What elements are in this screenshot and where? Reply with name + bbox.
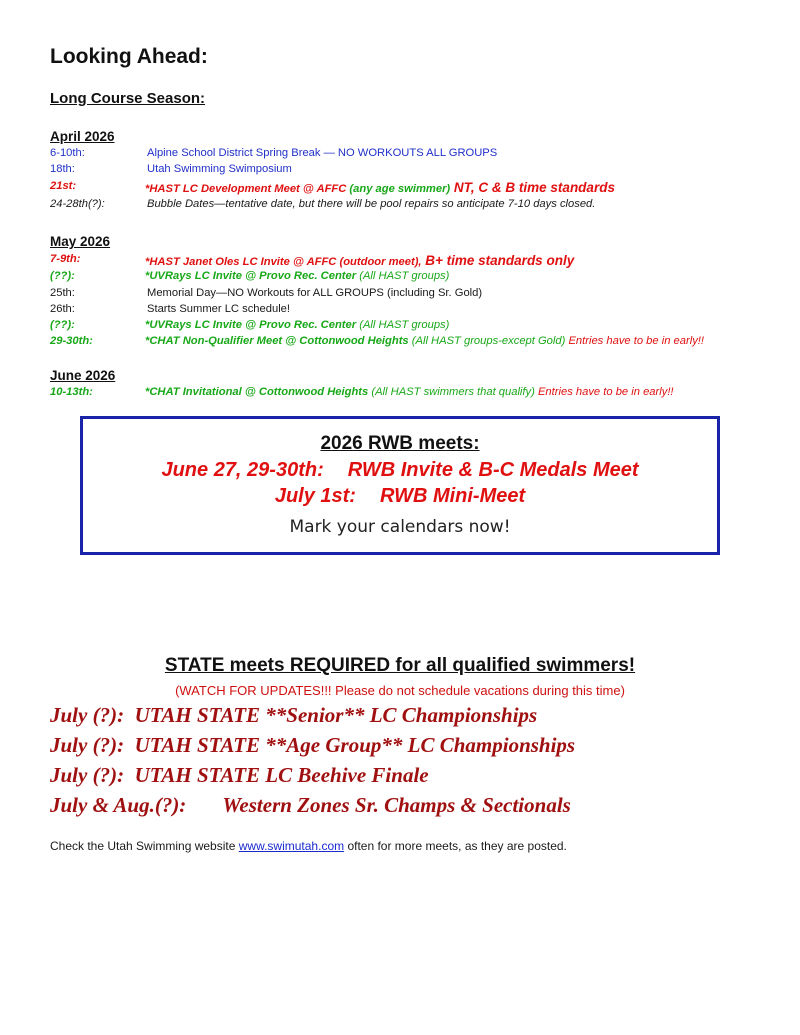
event-text-group: [145, 253, 574, 268]
rwb-line-2: [83, 485, 717, 508]
event-note: (All HAST groups): [356, 319, 450, 331]
event-warning: Entries have to be in early!!: [534, 386, 674, 398]
event-warning: Entries have to be in early!!: [565, 335, 705, 347]
event-text: *UVRays LC Invite @ Provo Rec. Center: [145, 319, 357, 331]
event-text: *HAST LC Development Meet @ AFFC: [145, 183, 347, 195]
state-meet-event: UTAH STATE **Age Group** LC Championships: [134, 733, 576, 757]
event-note: (All HAST groups): [356, 270, 450, 282]
season-heading: Long Course Season:: [50, 90, 206, 107]
event-row: [50, 198, 770, 214]
swimutah-link[interactable]: www.swimutah.com: [238, 839, 345, 853]
month-heading-june: June 2026: [50, 368, 116, 383]
event-row: [50, 386, 770, 402]
state-meet-event: UTAH STATE LC Beehive Finale: [134, 763, 429, 787]
state-meets-subtitle: (WATCH FOR UPDATES!!! Please do not schedule vacations during this time): [175, 683, 625, 698]
event-row: [50, 319, 770, 335]
event-standards: B+ time standards only: [421, 253, 575, 268]
event-row: [50, 270, 770, 286]
event-row: [50, 287, 770, 303]
rwb-line-date: June 27, 29-30th:: [161, 459, 324, 481]
event-note: (any age swimmer): [346, 183, 451, 195]
event-row: [50, 335, 770, 351]
event-date: 18th:: [50, 163, 75, 175]
event-text: *HAST Janet Oles LC Invite @ AFFC (outdoor meet),: [145, 256, 422, 268]
month-heading-april: April 2026: [50, 129, 115, 144]
event-text-group: [145, 386, 674, 398]
event-date: 21st:: [50, 180, 77, 192]
event-row: [50, 180, 770, 196]
event-standards: NT, C & B time standards: [450, 180, 615, 195]
event-date: 6-10th:: [50, 147, 85, 159]
rwb-line-date: July 1st:: [274, 485, 356, 507]
state-meet-line: [50, 733, 575, 758]
state-meets-title: STATE meets REQUIRED for all qualified swimmers!: [164, 655, 636, 676]
event-text-group: [145, 180, 615, 195]
event-date: 25th:: [50, 287, 75, 299]
event-date: (??):: [50, 319, 75, 331]
rwb-box-title: 2026 RWB meets:: [320, 433, 480, 454]
state-meet-line: [50, 793, 571, 818]
rwb-line-event: RWB Invite & B-C Medals Meet: [347, 459, 639, 481]
event-text-group: [145, 270, 449, 282]
state-meet-date: July (?):: [50, 703, 125, 727]
event-date: (??):: [50, 270, 75, 282]
event-date: 26th:: [50, 303, 75, 315]
event-text: *UVRays LC Invite @ Provo Rec. Center: [145, 270, 357, 282]
footer-text-after: often for more meets, as they are posted.: [344, 839, 567, 853]
event-date: 29-30th:: [50, 335, 93, 347]
state-meet-line: [50, 703, 537, 728]
event-row: [50, 163, 770, 179]
event-text-group: [145, 335, 704, 347]
event-date: 10-13th:: [50, 386, 93, 398]
event-text: *CHAT Invitational @ Cottonwood Heights: [145, 386, 369, 398]
state-meet-date: July (?):: [50, 733, 125, 757]
page-title: Looking Ahead:: [50, 45, 208, 68]
rwb-line-1: [83, 459, 717, 482]
rwb-meets-box: [80, 416, 720, 555]
event-text: *CHAT Non-Qualifier Meet @ Cottonwood Heights: [145, 335, 409, 347]
state-meet-event: Western Zones Sr. Champs & Sectionals: [222, 793, 571, 817]
event-text: Utah Swimming Swimposium: [147, 163, 292, 175]
state-meet-date: July & Aug.(?):: [50, 793, 187, 817]
event-text: Bubble Dates—tentative date, but there will be pool repairs so anticipate 7-10 days closed.: [147, 198, 596, 210]
state-meet-line: [50, 763, 429, 788]
event-text: Starts Summer LC schedule!: [147, 303, 291, 315]
event-row: [50, 303, 770, 319]
event-text: Alpine School District Spring Break — NO WORKOUTS ALL GROUPS: [147, 147, 498, 159]
rwb-box-note: Mark your calendars now!: [289, 517, 511, 537]
event-note: (All HAST swimmers that qualify): [368, 386, 535, 398]
state-meet-event: UTAH STATE **Senior** LC Championships: [134, 703, 538, 727]
state-meet-date: July (?):: [50, 763, 125, 787]
footer-text-before: Check the Utah Swimming website: [50, 839, 239, 853]
event-note: (All HAST groups-except Gold): [408, 335, 566, 347]
footer-note: [50, 839, 567, 853]
event-row: [50, 147, 770, 163]
event-text: Memorial Day—NO Workouts for ALL GROUPS (including Sr. Gold): [147, 287, 483, 299]
event-date: 24-28th(?):: [50, 198, 105, 210]
event-text-group: [145, 319, 449, 331]
event-date: 7-9th:: [50, 253, 81, 265]
event-row: [50, 253, 770, 269]
rwb-line-event: RWB Mini-Meet: [379, 485, 526, 507]
month-heading-may: May 2026: [50, 234, 111, 249]
